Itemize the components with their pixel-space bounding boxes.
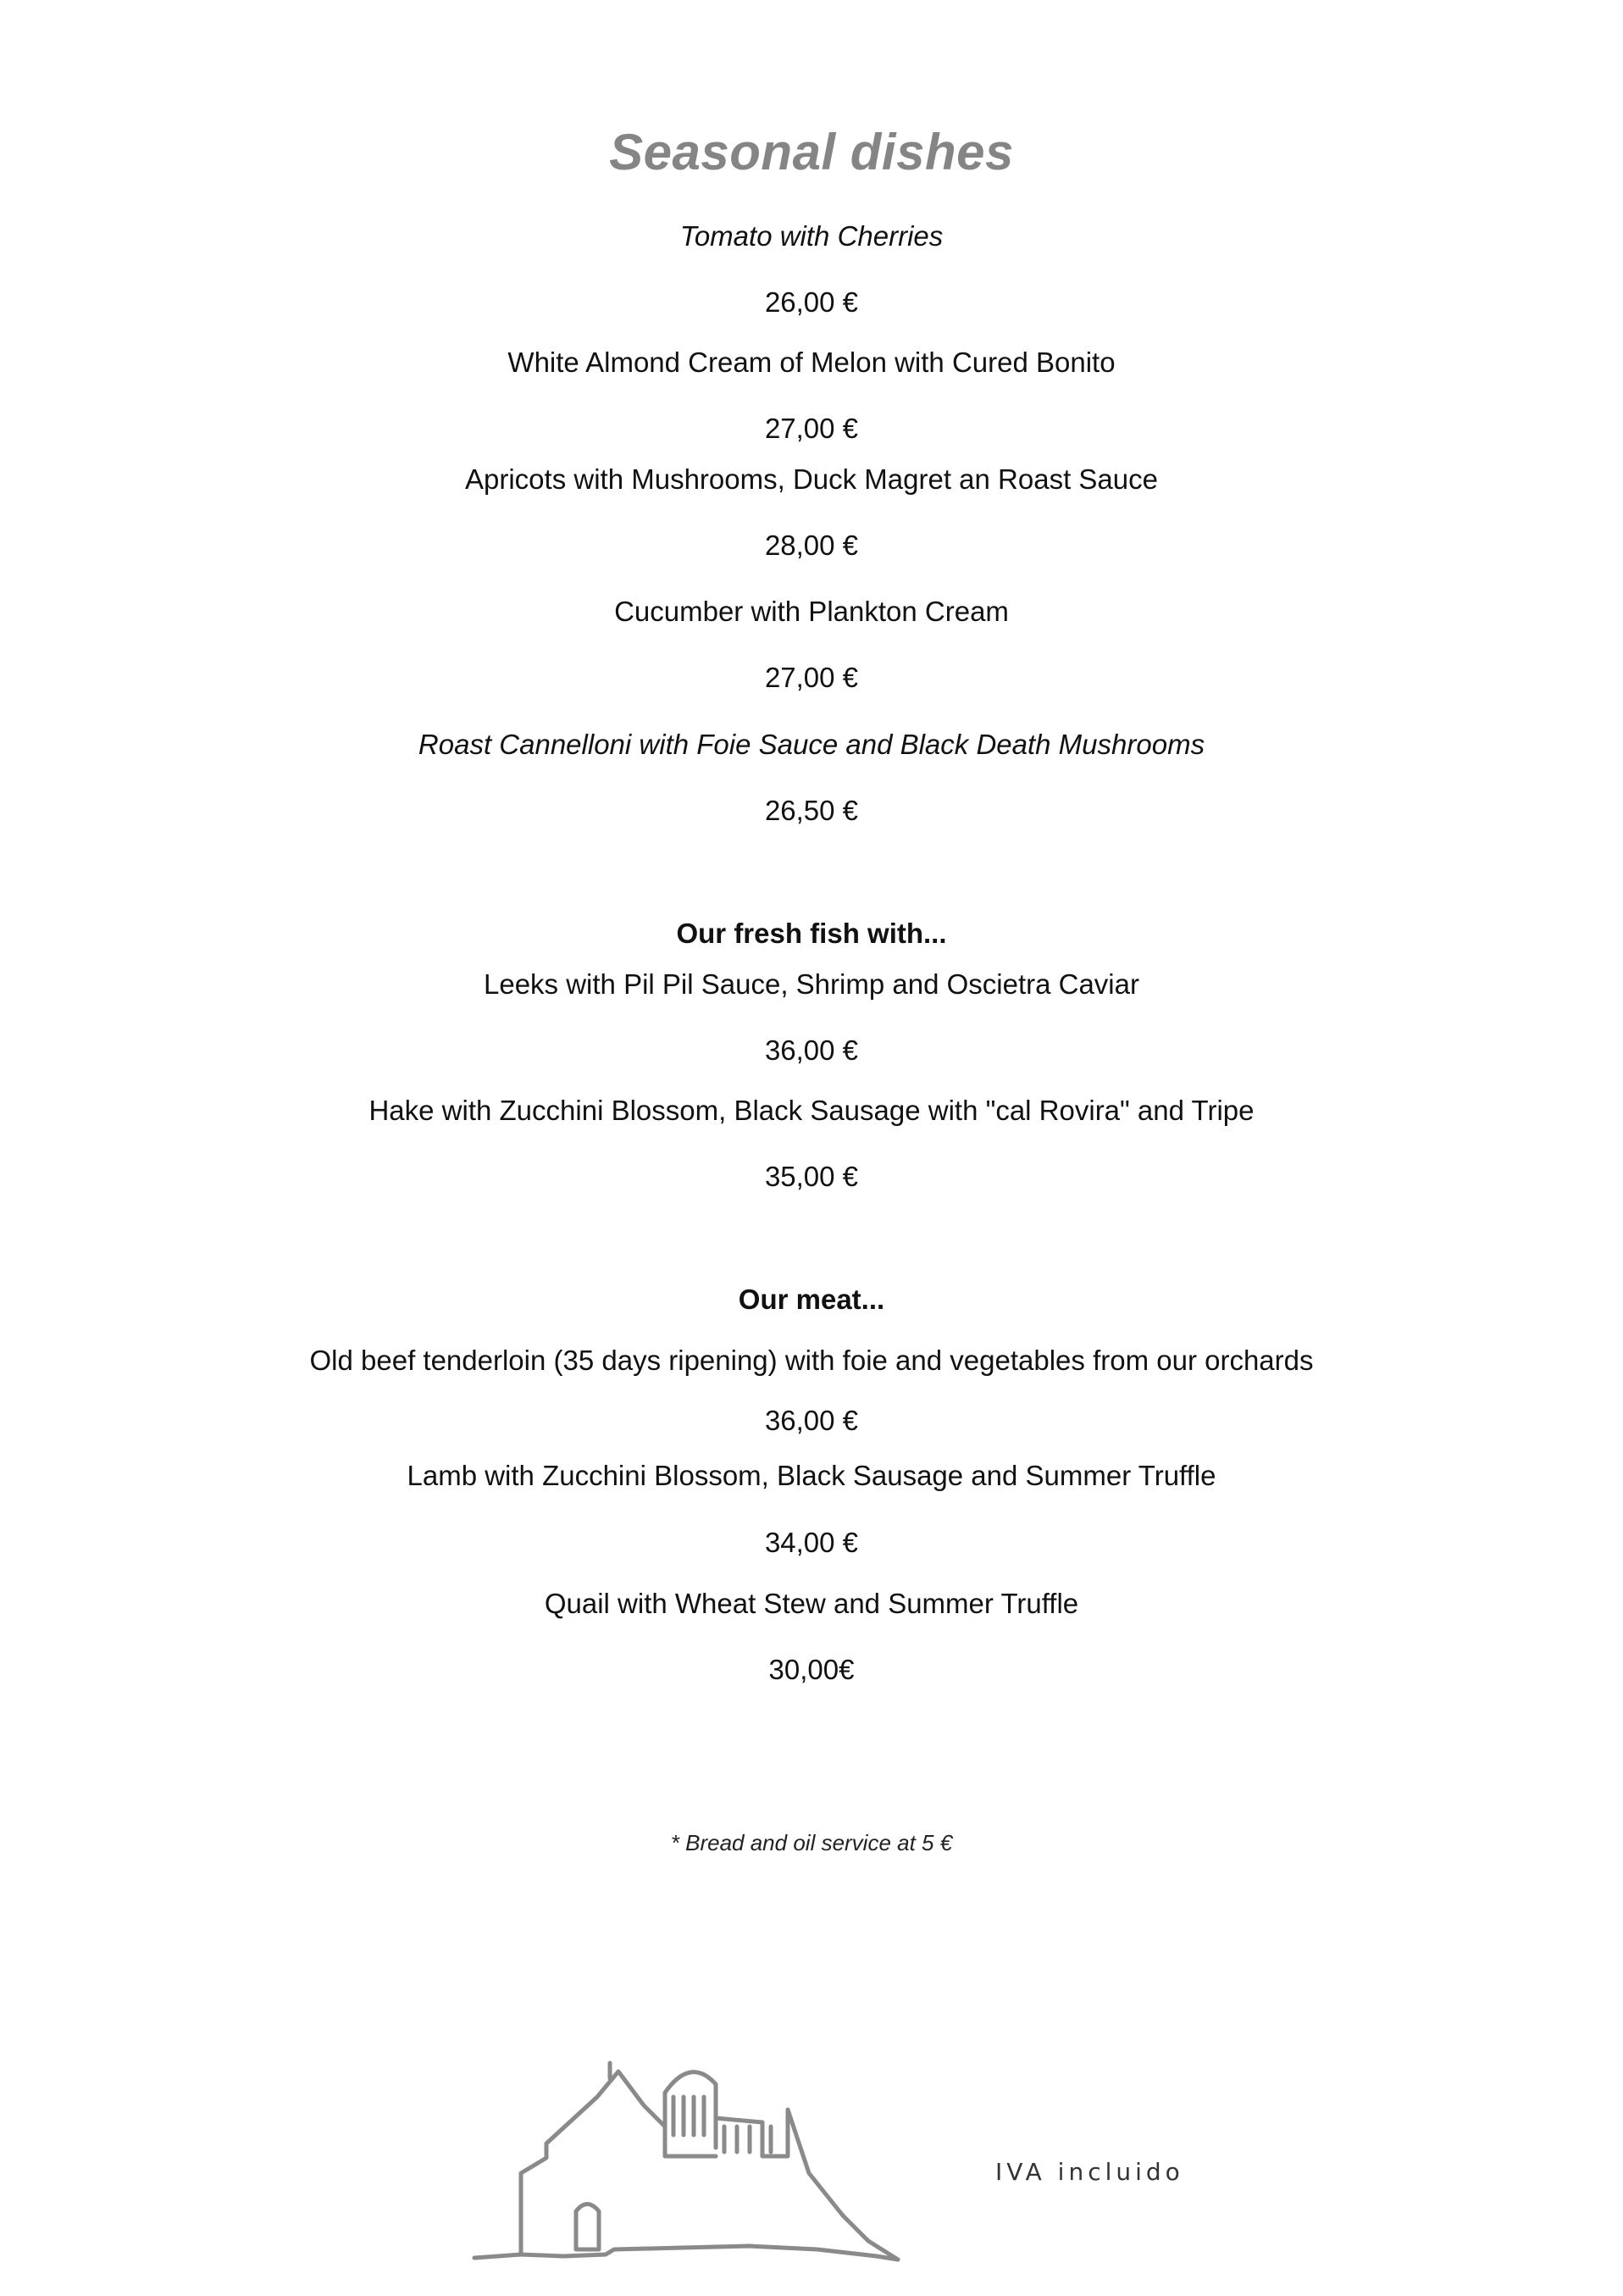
tax-included-label: IVA incluido (995, 2158, 1184, 2186)
dish-price: 35,00 € (764, 1161, 859, 1192)
dish-name: Roast Cannelloni with Foie Sauce and Black Death Mushrooms (418, 729, 1205, 760)
dish-name: Leeks with Pil Pil Sauce, Shrimp and Oscietra Caviar (484, 968, 1139, 1000)
section-heading-fish: Our fresh fish with... (676, 918, 947, 949)
dish-price: 28,00 € (764, 530, 859, 561)
dish-price: 27,00 € (764, 662, 859, 693)
dish-price: 26,50 € (764, 795, 859, 826)
dish-name: Hake with Zucchini Blossom, Black Sausage with "cal Rovira" and Tripe (368, 1095, 1255, 1126)
dish-name: Apricots with Mushrooms, Duck Magret an Roast Sauce (465, 463, 1158, 495)
dish-price: 30,00€ (768, 1654, 855, 1685)
dish-price: 34,00 € (764, 1527, 859, 1558)
dish-name: Old beef tenderloin (35 days ripening) with foie and vegetables from our orchards (309, 1345, 1314, 1376)
dish-price: 36,00 € (764, 1405, 859, 1436)
dish-name: Quail with Wheat Stew and Summer Truffle (544, 1588, 1079, 1619)
bread-service-note: * Bread and oil service at 5 € (670, 1830, 953, 1855)
dish-name: Cucumber with Plankton Cream (614, 596, 1009, 627)
section-heading-meat: Our meat... (738, 1284, 885, 1315)
dish-name: Lamb with Zucchini Blossom, Black Sausage and Summer Truffle (407, 1460, 1216, 1491)
dish-name: Tomato with Cherries (679, 220, 944, 252)
dish-price: 36,00 € (764, 1034, 859, 1066)
dish-name: White Almond Cream of Melon with Cured Bonito (507, 347, 1116, 378)
dish-price: 26,00 € (764, 286, 859, 318)
dish-price: 27,00 € (764, 413, 859, 444)
page-title: Seasonal dishes (609, 124, 1014, 180)
